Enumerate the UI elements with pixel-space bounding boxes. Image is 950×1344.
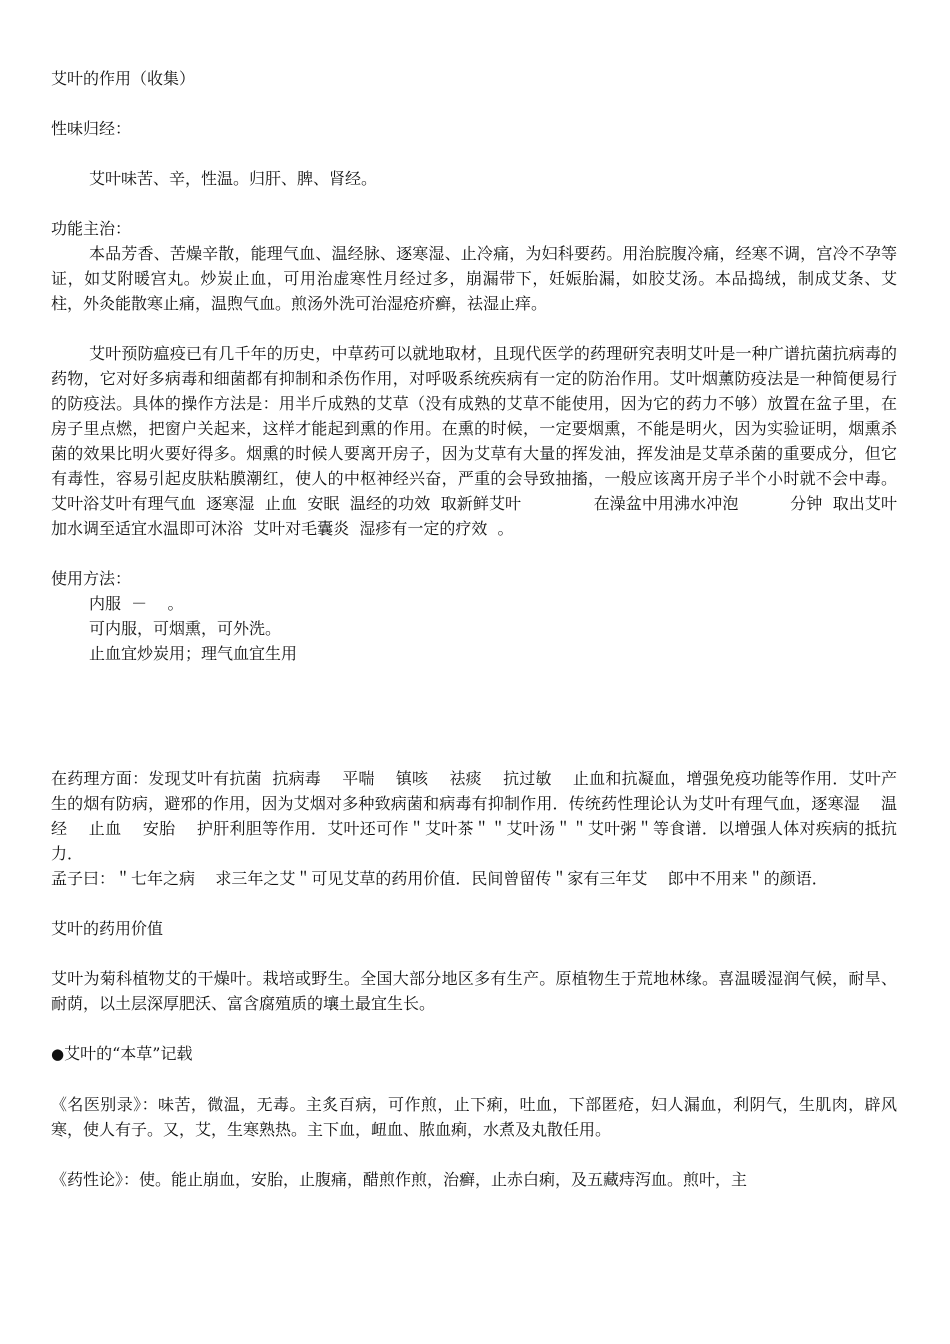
shiyong-line-3: 止血宜炒炭用；理气血宜生用: [89, 644, 298, 663]
bullet-icon: ●: [51, 1045, 65, 1063]
document-body: [51, 66, 897, 1192]
mengzi-text: 孟子曰：＂七年之病 求三年之艾＂可见艾草的药用价值．民间曾留传＂家有三年艾 郎中不用来＂的颜语．: [51, 869, 828, 888]
shiyong-heading: 使用方法：: [51, 569, 132, 588]
yufang-text: 艾叶预防瘟疫已有几千年的历史，中草药可以就地取材，且现代医学的药理研究表明艾叶是一种广谱抗菌抗病毒的药物，它对好多病毒和细菌都有抑制和杀伤作用，对呼吸系统疾病有一定的防治作用。艾叶烟薰防疫法是一种简便易行的防疫法。具体的操作方法是：用半斤成熟的艾草（没有成熟的艾草不能使用，因为它的药力不够）放置在盆子里，在房子里点燃，把窗户关起来，这样才能起到熏的作用。在熏的时候，一定要烟熏，不能是明火，因为实验证明，烟熏杀菌的效果比明火要好得多。烟熏的时候人要离开房子，因为艾草有大量的挥发油，挥发油是艾草杀菌的重要成分，但它有毒性，容易引起皮肤粘膜潮红，使人的中枢神经兴奋，严重的会导致抽搐，一般应该离开房子半个小时就不会中毒。艾叶浴艾叶有理气血 逐寒湿 止血 安眠 温经的功效 取新鲜艾叶 在澡盆中用沸水冲泡 分钟 取出艾叶加水调至适宜水温即可沐浴 艾叶对毛囊炎 湿疹有一定的疗效 。: [51, 344, 897, 538]
yaoxing-lun-text: 《药性论》：使。能止崩血，安胎，止腹痛，醋煎作煎，治癣，止赤白痢，及五藏痔泻血。煎叶，主: [51, 1170, 748, 1189]
bencao-heading: 艾叶的“本草”记载: [64, 1044, 193, 1063]
shiyong-line-1: 内服 － 。: [89, 594, 184, 613]
document-title: 艾叶的作用（收集）: [51, 69, 196, 88]
xingwei-heading: 性味归经：: [51, 119, 132, 138]
bencao-heading-line: [51, 1041, 897, 1067]
shiyong-line-2: 可内服，可烟熏，可外洗。: [89, 619, 282, 638]
jiazhi-text: 艾叶为菊科植物艾的干燥叶。栽培或野生。全国大部分地区多有生产。原植物生于荒地林缘。喜温暖湿润气候，耐旱、耐荫，以土层深厚肥沃、富含腐殖质的壤土最宜生长。: [51, 969, 897, 1013]
mingyi-bielu-text: 《名医别录》：味苦，微温，无毒。主炙百病，可作煎，止下痢，吐血，下部匿疮，妇人漏血，利阴气，生肌肉，辟风寒，使人有子。又，艾，生寒熟热。主下血，衄血、脓血痢，水煮及丸散任用。: [51, 1095, 897, 1139]
jiazhi-heading: 艾叶的药用价值: [51, 919, 164, 938]
yaoli-text: 在药理方面：发现艾叶有抗菌 抗病毒 平喘 镇咳 祛痰 抗过敏 止血和抗凝血，增强免疫功能等作用．艾叶产生的烟有防病，避邪的作用，因为艾烟对多种致病菌和病毒有抑制作用．传统药性理论认为艾叶有理气血，逐寒湿 温经 止血 安胎 护肝利胆等作用．艾叶还可作＂艾叶茶＂＂艾叶汤＂＂艾叶粥＂等食谱．以增强人体对疾病的抵抗力．: [51, 769, 897, 863]
xingwei-text: 艾叶味苦、辛，性温。归肝、脾、肾经。: [89, 169, 378, 188]
gongneng-heading: 功能主治：: [51, 219, 132, 238]
gongneng-text: 本品芳香、苦燥辛散，能理气血、温经脉、逐寒湿、止冷痛，为妇科要药。用治脘腹冷痛，经寒不调，宫冷不孕等证，如艾附暖宫丸。炒炭止血，可用治虚寒性月经过多，崩漏带下，妊娠胎漏，如胶艾汤。本品捣绒，制成艾条、艾柱，外灸能散寒止痛，温煦气血。煎汤外洗可治湿疮疥癣，祛湿止痒。: [51, 244, 897, 313]
